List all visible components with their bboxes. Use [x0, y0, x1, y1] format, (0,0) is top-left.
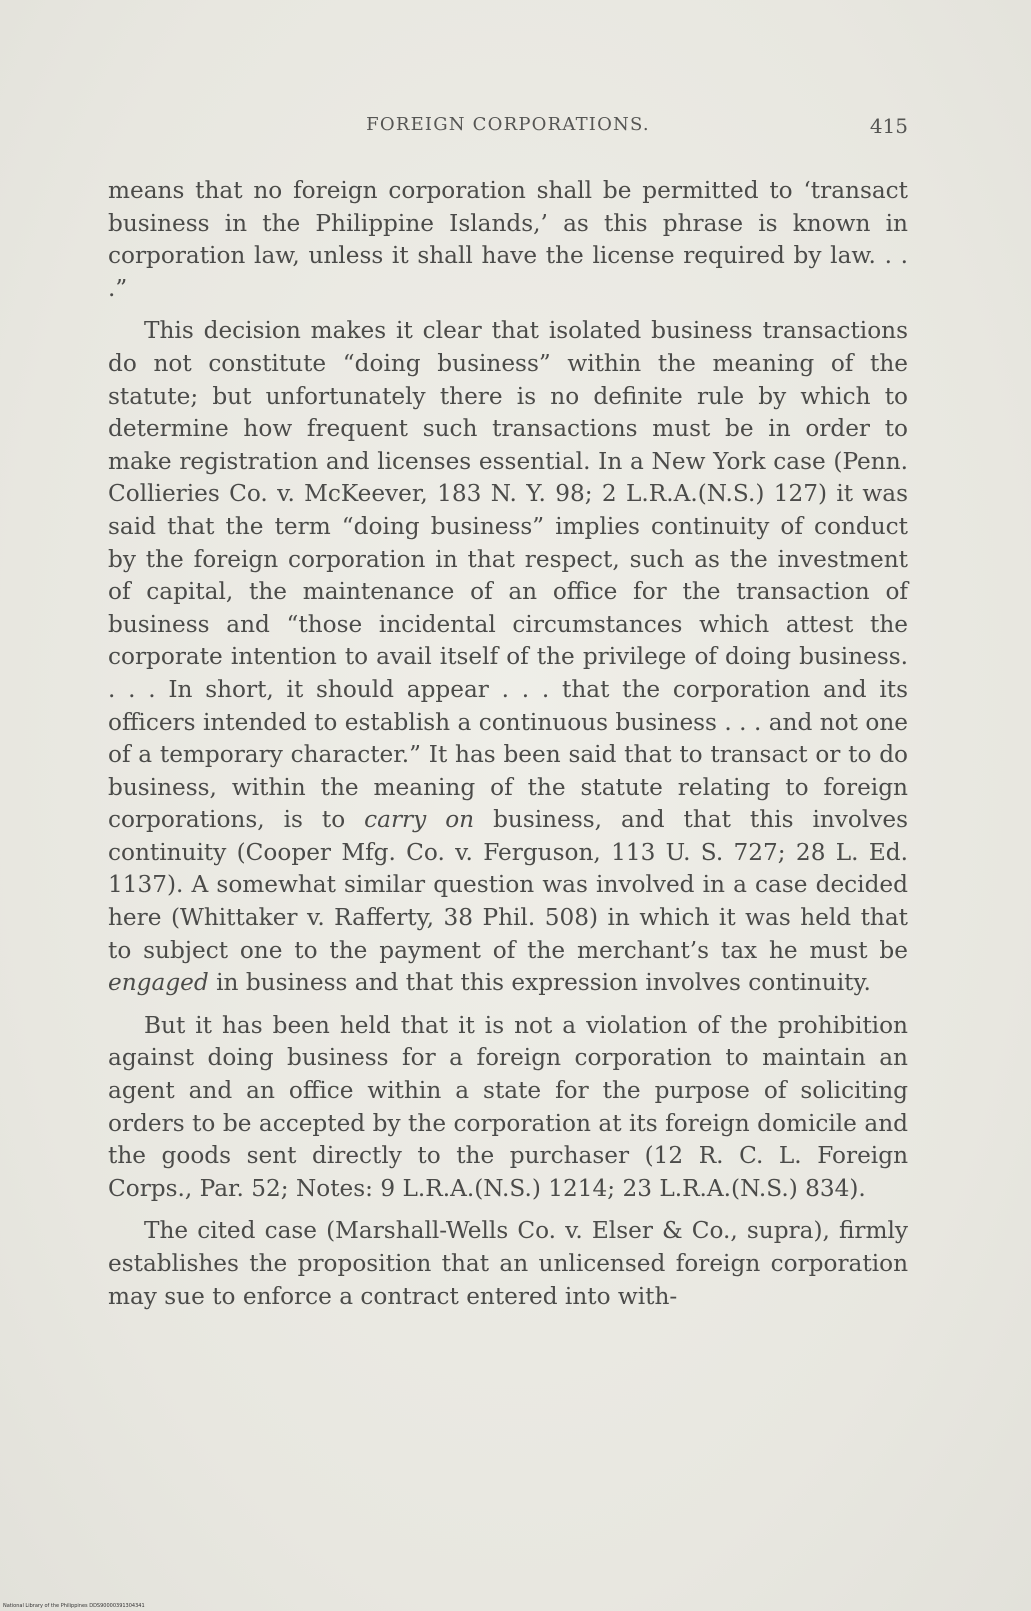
running-title: FOREIGN CORPORATIONS.: [366, 114, 650, 135]
italic-text: engaged: [108, 969, 209, 997]
italic-text: carry on: [364, 806, 475, 834]
text-run: This decision makes it clear that isolated business transactions do not constitute “doing business” within the meaning of the statute; but unfortunately there is no definite rule by which to determine how frequent such transactions must be in order to make registration and licenses essential. In a New York case (Penn. Collieries Co. v. McKeever, 183 N. Y. 98; 2 L.R.A.(N.S.) 127) it was said that the term “doing business” implies continuity of conduct by the foreign corporation in that respect, such as the investment of capital, the maintenance of an office for the transaction of business and “those incidental circumstances which attest the corporate intention to avail itself of the privilege of doing business. . . . In short, it should appear . . . that the corporation and its officers intended to establish a continuous business . . . and not one of a temporary character.” It has been said that to transact or to do business, within the meaning of the statute relating to foreign corporations, is to: [108, 317, 908, 834]
body-text: [108, 175, 908, 1313]
text-run: But it has been held that it is not a violation of the prohibition against doing business for a foreign corporation to maintain an agent and an office within a state for the purpose of soliciting orders to be accepted by the corporation at its foreign domicile and the goods sent directly to the purchaser (12 R. C. L. Foreign Corps., Par. 52; Notes: 9 L.R.A.(N.S.) 1214; 23 L.R.A.(N.S.) 834).: [108, 1011, 908, 1202]
page-number: 415: [869, 114, 908, 138]
paragraph: [108, 175, 908, 305]
text-run: in business and that this expression involves continuity.: [208, 969, 871, 997]
scan-footer: National Library of the Philippines DDS90000391304341: [3, 1603, 145, 1609]
paragraph: [108, 315, 908, 999]
text-run: means that no foreign corporation shall be permitted to ‘transact business in the Philippine Islands,’ as this phrase is known in corporation law, unless it shall have the license required by law. . . .”: [108, 177, 908, 302]
running-header: [108, 114, 908, 142]
paragraph: [108, 1010, 908, 1206]
paragraph: [108, 1215, 908, 1313]
text-run: The cited case (Marshall-Wells Co. v. Elser & Co., supra), firmly establishes the proposition that an unlicensed foreign corporation may sue to enforce a contract entered into with-: [108, 1217, 908, 1310]
text-run: business, and that this involves continuity (Cooper Mfg. Co. v. Ferguson, 113 U. S. 727; 28 L. Ed. 1137). A somewhat similar question was involved in a case decided here (Whittaker v. Rafferty, 38 Phil. 508) in which it was held that to subject one to the payment of the merchant’s tax he must be: [108, 806, 908, 964]
